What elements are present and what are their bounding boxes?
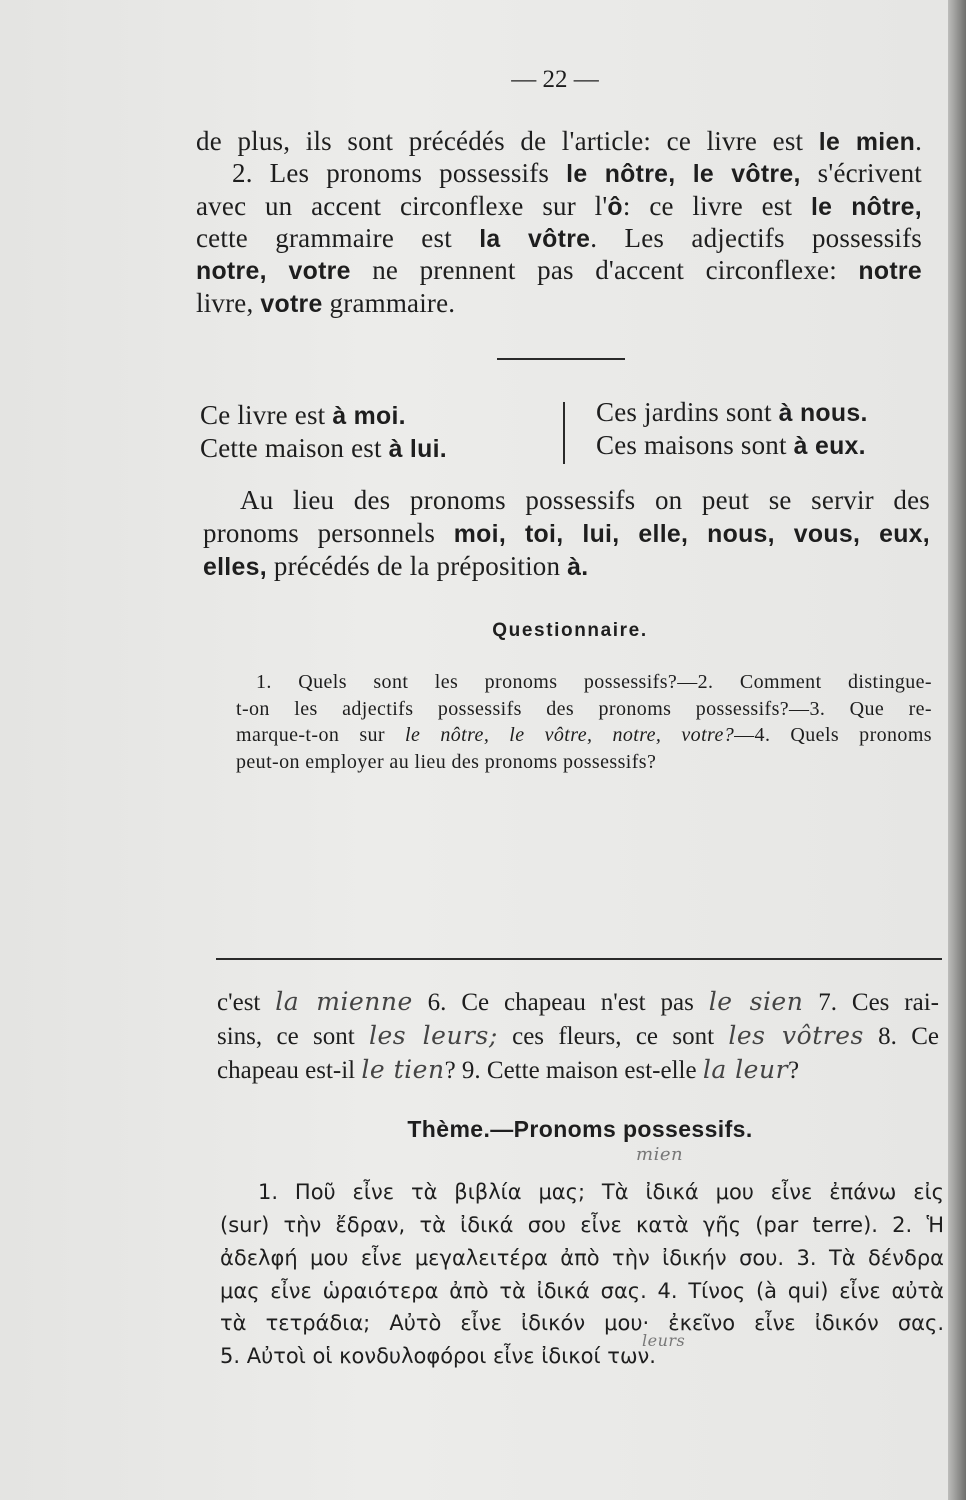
text: ces fleurs, ce sont [497,1023,729,1050]
text: de plus, ils sont précédés de l'article: ce livre est [196,126,819,156]
bold-term: votre [260,291,323,318]
text: grammaire. [322,288,456,318]
text-line [232,158,922,189]
margin-note: mien [636,1144,684,1165]
bold-term: à lui. [388,436,447,463]
section-title: Thème.—Pronoms possessifs. [407,1116,753,1142]
text: —4. Quels pronoms [734,724,932,746]
example-left [200,400,406,431]
section-divider [497,358,625,360]
text: ? [788,1057,800,1084]
greek-line: 5. Αὐτοὶ οἱ κονδυλοφόροι εἶνε ἰδικοί των. [220,1344,656,1368]
exercise-line [217,1055,799,1085]
handwritten-answer: le sien [708,987,804,1016]
text-line [196,255,922,286]
question-line: peut-on employer au lieu des pronoms possessifs? [236,751,657,773]
bold-term: à moi. [332,403,406,430]
question-line [236,724,932,747]
greek-line: τὰ τετράδια; Αὐτὸ εἶνε ἰδικόν μου· ἐκεῖνο εἶνε ἰδικόν σας. [220,1311,944,1335]
text: Cette maison est [200,433,389,463]
question-line: t-on les adjectifs possessifs des pronoms possessifs?—3. Que re- [236,698,932,720]
page-edge [948,0,966,1500]
text: s'écrivent [800,158,922,188]
bold-term: le nôtre, le vôtre, [566,161,801,188]
greek-line: 1. Ποῦ εἶνε τὰ βιβλία μας; Τὰ ἰδικά μου εἶνε ἐπάνω εἰς [258,1180,944,1204]
margin-note: leurs [642,1331,686,1350]
text: 7. Ces rai- [803,989,939,1016]
italic-term: le nôtre, le vôtre, notre, votre? [405,724,735,746]
bold-term: ô [607,194,623,221]
bold-term: notre, votre [196,258,351,285]
example-left [200,433,447,464]
section-title: Questionnaire. [492,620,648,641]
text: pronoms personnels [203,518,454,548]
text: Ce livre est [200,400,333,430]
handwritten-answer: les leurs; [369,1021,498,1050]
text-line [196,288,455,319]
bold-term: le nôtre, [810,194,922,221]
bold-term: la vôtre [479,226,591,253]
exercise-line [217,1021,939,1051]
text: précédés de la préposition [266,551,568,581]
text: chapeau est-il [217,1057,362,1084]
text: sins, ce sont [217,1023,370,1050]
bold-term: à nous. [778,400,868,427]
question-line: 1. Quels sont les pronoms possessifs?—2. Comment distingue- [256,671,932,693]
greek-line: μας εἶνε ὡραιότερα ἀπὸ τὰ ἰδικά σας. 4. Τίνος (à qui) εἶνε αὐτὰ [220,1279,944,1303]
bold-term: elles, [203,554,267,581]
text: cette grammaire est [196,223,480,253]
handwritten-answer: la mienne [275,987,413,1016]
text: ne prennent pas d'accent circonflexe: [350,255,859,285]
text-line: Au lieu des pronoms possessifs on peut se servir des [240,485,930,515]
handwritten-answer: les vôtres [728,1021,864,1050]
example-right [596,397,868,428]
text: 2. Les pronoms possessifs [232,158,567,188]
exercise-line [217,987,939,1017]
text: avec un accent circonflexe sur l' [196,191,608,221]
text-line [203,518,930,549]
text-line [196,223,922,254]
bold-term: le mien [818,129,916,156]
column-divider [563,402,565,464]
text: ? 9. Cette maison est-elle [444,1057,703,1084]
text-line [196,191,922,222]
text: marque-t-on sur [236,724,406,746]
greek-line: ἀδελφή μου εἶνε μεγαλειτέρα ἀπὸ τὴν ἰδικήν σου. 3. Τὰ δένδρα [220,1246,944,1270]
bold-term: à. [567,554,589,581]
bold-term: à eux. [793,433,866,460]
text: 8. Ce [863,1023,940,1050]
handwritten-answer: le tien [361,1055,445,1084]
bold-term: notre [858,258,922,285]
page-divider [216,958,942,960]
text: Ces maisons sont [596,430,794,460]
example-right [596,430,866,461]
text: . Les adjectifs possessifs [590,223,922,253]
text: livre, [196,288,261,318]
text: Ces jardins sont [596,397,779,427]
text-line [196,126,922,157]
text: c'est [217,989,276,1016]
text-line [203,551,588,582]
page-number: — 22 — [511,66,599,93]
handwritten-answer: la leur [702,1055,789,1084]
text: . [915,126,923,156]
bold-term: moi, toi, lui, elle, nous, vous, eux, [453,521,930,548]
text: : ce livre est [622,191,811,221]
text: 6. Ce chapeau n'est pas [412,989,709,1016]
greek-line: (sur) τὴν ἔδραν, τὰ ἰδικά σου εἶνε κατὰ γῆς (par terre). 2. Ἡ [220,1213,944,1237]
